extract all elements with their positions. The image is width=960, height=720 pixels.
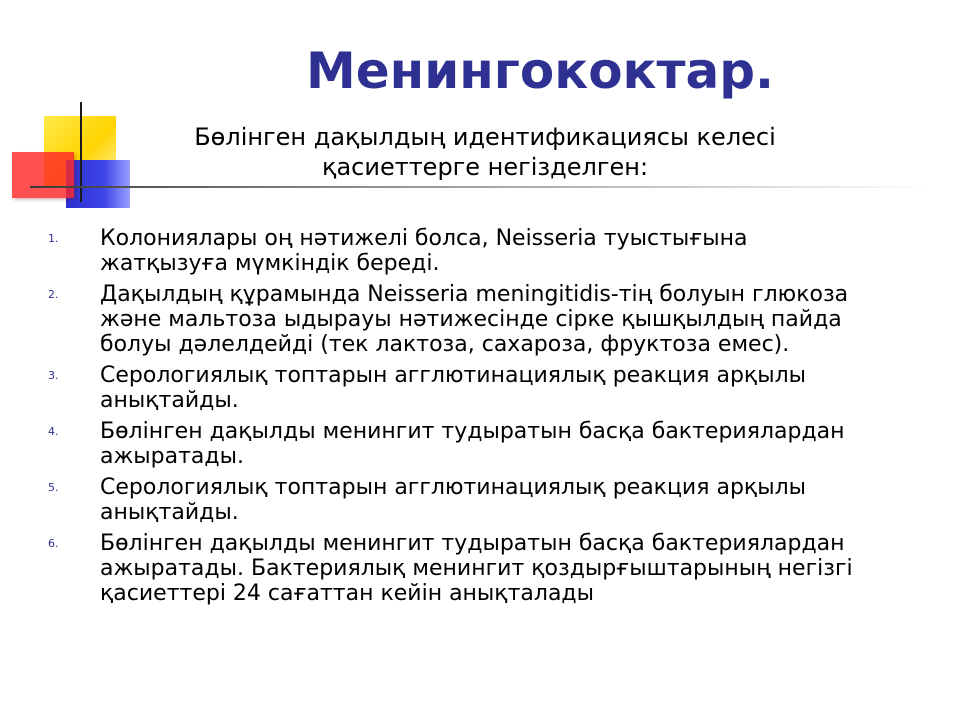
list-item-line: қасиеттері 24 сағаттан кейін анықталады	[100, 581, 595, 606]
list-item-line: Дақылдың құрамында Neisseria meningitidis-тің болуын глюкоза	[100, 282, 849, 307]
list-item-line: ажыратады.	[100, 444, 244, 469]
decorative-blue-square	[66, 160, 130, 208]
list-item-line: Серологиялық топтарын агглютинациялық реакция арқылы	[100, 475, 806, 500]
list-item-line: анықтайды.	[100, 500, 239, 525]
list-item	[40, 363, 930, 413]
list-item-line: анықтайды.	[100, 388, 239, 413]
decorative-horizontal-line	[30, 186, 930, 188]
list-item-number: 6.	[48, 537, 59, 550]
numbered-list	[40, 226, 930, 612]
list-item	[40, 282, 930, 357]
list-item-line: және мальтоза ыдырауы нәтижесінде сірке қышқылдың пайда	[100, 307, 842, 332]
list-item-number: 2.	[48, 288, 59, 301]
list-item-line: Серологиялық топтарын агглютинациялық реакция арқылы	[100, 363, 806, 388]
list-item-line: болуы дәлелдейді (тек лактоза, сахароза, фруктоза емес).	[100, 332, 790, 357]
list-item-line: Бөлінген дақылды менингит тудыратын басқа бактериялардан	[100, 531, 845, 556]
list-item	[40, 419, 930, 469]
subtitle-line-2: қасиеттерге негізделген:	[321, 153, 649, 181]
list-item-line: Бөлінген дақылды менингит тудыратын басқа бактериялардан	[100, 419, 845, 444]
list-item-number: 3.	[48, 369, 59, 382]
list-item-line: Колониялары оң нәтижелі болса, Neisseria туыстығына	[100, 226, 748, 251]
subtitle-line-1: Бөлінген дақылдың идентификациясы келесі	[194, 123, 776, 151]
list-item	[40, 475, 930, 525]
list-item	[40, 226, 930, 276]
slide-subtitle	[140, 122, 830, 182]
list-item-number: 1.	[48, 232, 59, 245]
list-item-line: жатқызуға мүмкіндік береді.	[100, 251, 440, 276]
slide-title: Менингококтар.	[306, 42, 774, 100]
list-item-line: ажыратады. Бактериялық менингит қоздырғыштарының негізгі	[100, 556, 853, 581]
list-item-number: 5.	[48, 481, 59, 494]
decorative-red-square	[12, 152, 74, 198]
list-item-number: 4.	[48, 425, 59, 438]
list-item	[40, 531, 930, 606]
